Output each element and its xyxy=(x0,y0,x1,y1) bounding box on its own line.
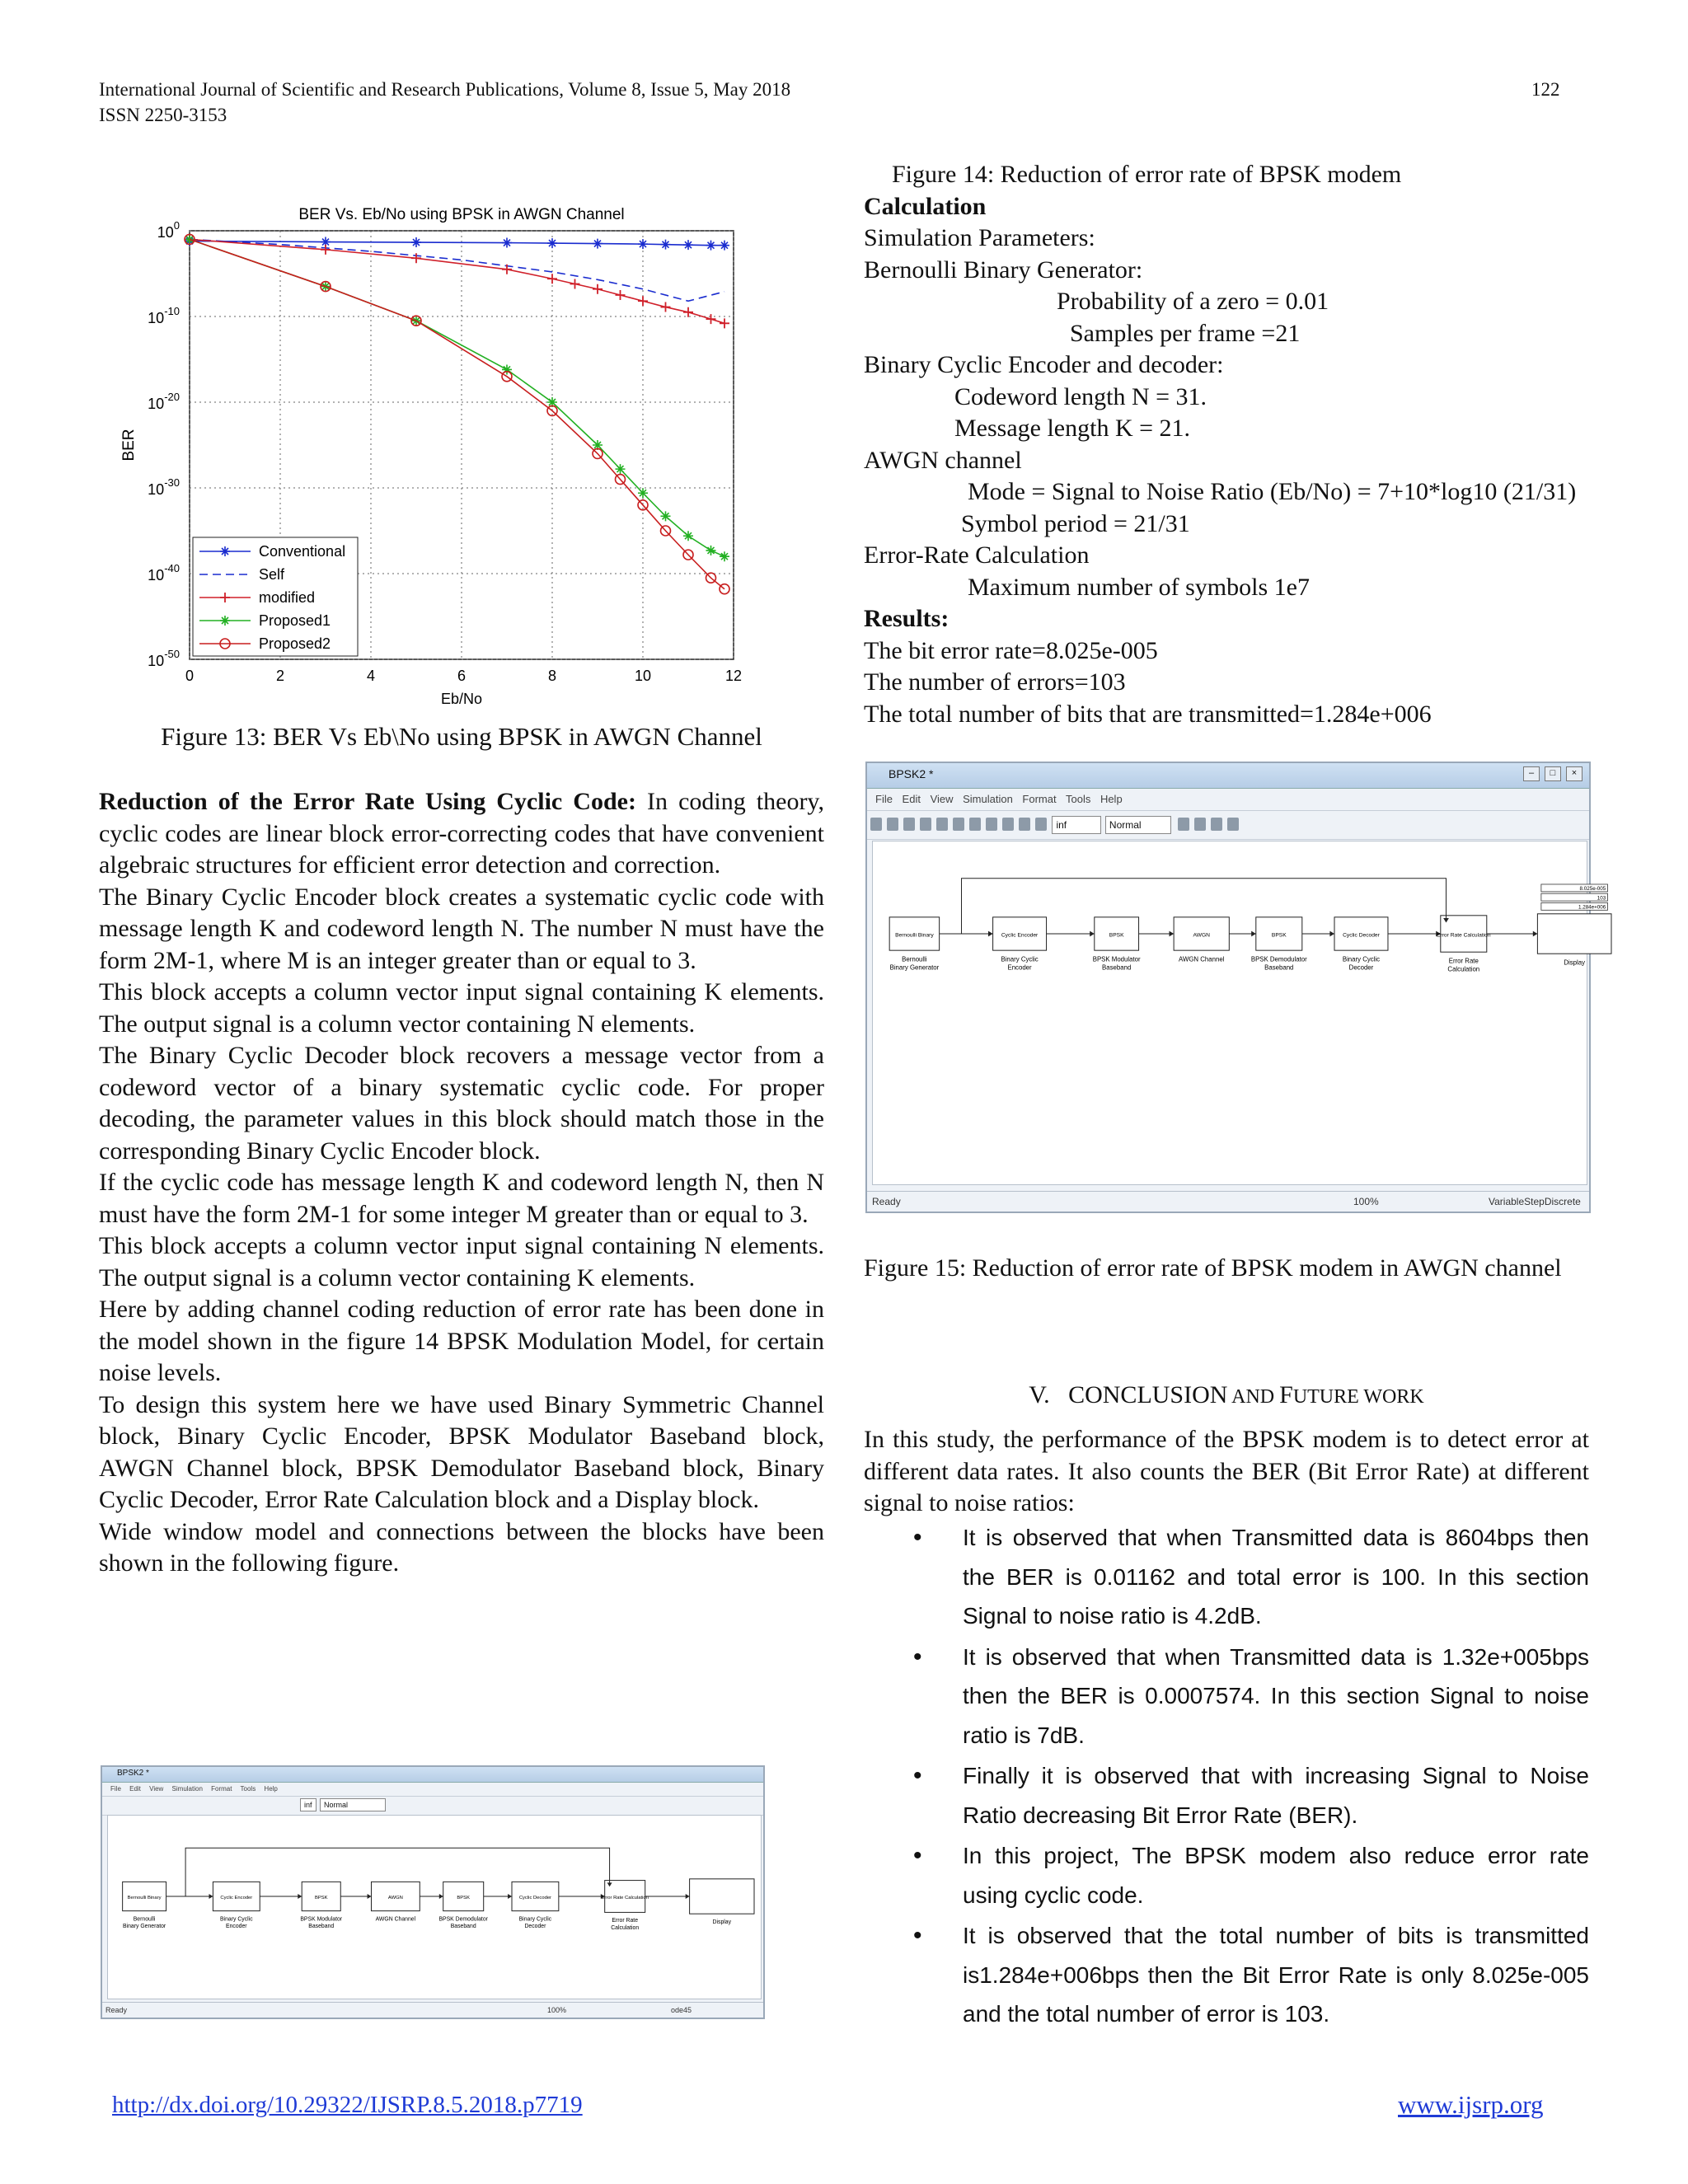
signal-arrow xyxy=(209,1894,213,1899)
signal-arrow xyxy=(1170,931,1175,937)
legend-label: Self xyxy=(259,566,285,583)
legend xyxy=(193,537,358,656)
stop-icon[interactable] xyxy=(1035,818,1047,831)
conclusion-bullets xyxy=(864,1518,1589,2034)
new-icon[interactable] xyxy=(870,818,882,831)
x-tick-label: 6 xyxy=(457,668,467,684)
y-tick-label xyxy=(148,562,180,583)
toolbar xyxy=(102,1797,763,1816)
doi-link[interactable]: http://dx.doi.org/10.29322/IJSRP.8.5.2018.p7719 xyxy=(112,2092,583,2118)
left-column-text xyxy=(99,786,824,1580)
block-bpsk-modulator-baseband xyxy=(300,1882,342,1929)
save-icon[interactable] xyxy=(903,818,915,831)
section-number: V. xyxy=(1029,1381,1050,1408)
block-caption: Binary Generator xyxy=(122,1924,166,1930)
para-decoder: The Binary Cyclic Decoder block recovers a message vector from a codeword vector of a binary systematic cyclic code. For proper decoding, the parameter values in this block should match those in the corresponding Binary Cyclic Encoder block. xyxy=(99,1042,824,1165)
block-caption: Error Rate xyxy=(1448,957,1479,965)
y-tick-base: 10 xyxy=(148,567,165,583)
site-link[interactable]: www.ijsrp.org xyxy=(1398,2090,1544,2119)
page-number: 122 xyxy=(1531,79,1560,100)
redo-icon[interactable] xyxy=(1002,818,1014,831)
block-binary-cyclic-encoder xyxy=(213,1882,260,1929)
x-tick-label: 12 xyxy=(724,668,743,684)
right-column-top xyxy=(864,159,1589,730)
list-item: • In this project, The BPSK modem also reduce error rate using cyclic code. xyxy=(864,1836,1589,1915)
block-bernoulli-binary-generator xyxy=(889,917,939,972)
window-title: BPSK2 * xyxy=(117,1769,149,1778)
signal-arrow xyxy=(298,1894,302,1899)
block-error-rate-calculation xyxy=(602,1881,649,1931)
list-item: • Finally it is observed that with increasing Signal to Noise Ratio decreasing Bit Error Rate (BER). xyxy=(864,1756,1589,1835)
figure-14-caption: Figure 14: Reduction of error rate of BPSK modem xyxy=(892,161,1402,188)
y-tick-base: 10 xyxy=(148,310,165,326)
display-value: 1.284e+006 xyxy=(1578,904,1606,911)
stop-time-input[interactable]: inf xyxy=(300,1798,316,1811)
sim-mode-select[interactable]: Normal xyxy=(320,1798,386,1811)
signal-arrow xyxy=(988,931,993,937)
status-solver: ode45 xyxy=(671,2006,692,2014)
para-design: To design this system here we have used Binary Symmetric Channel block, Binary Cyclic Encoder, BPSK Modulator Baseband block, AWGN Channel block, BPSK Demodulator Baseband block, Binary Cyclic Decoder, Error Rate Calculation block and a Display block. xyxy=(99,1390,824,1513)
y-tick-label xyxy=(148,391,180,412)
start-icon[interactable] xyxy=(1019,818,1030,831)
sim-mode-select[interactable]: Normal xyxy=(1105,816,1171,834)
block-awgn-channel xyxy=(371,1882,420,1922)
x-tick-label: 10 xyxy=(634,668,652,684)
y-tick-base: 10 xyxy=(148,653,165,669)
block-inner-label: Bernoulli Binary xyxy=(127,1895,162,1900)
block-caption: BPSK Modulator xyxy=(1092,955,1141,963)
block-caption: Binary Generator xyxy=(889,963,940,972)
window-title: BPSK2 * xyxy=(889,767,934,780)
open-icon[interactable] xyxy=(887,818,898,831)
block-body xyxy=(690,1879,754,1914)
section-heading-cyclic: Reduction of the Error Rate Using Cyclic Code: xyxy=(99,788,636,815)
result-total-bits: The total number of bits that are transmitted=1.284e+006 xyxy=(864,700,1432,728)
chart-title: BER Vs. Eb/No using BPSK in AWGN Channel xyxy=(298,206,625,223)
list-item: • It is observed that when Transmitted data is 8604bps then the BER is 0.01162 and total error is 100. In this section Signal to noise ratio is 4.2dB. xyxy=(864,1518,1589,1636)
list-item: • It is observed that when Transmitted data is 1.32e+005bps then the BER is 0.0007574. In this section Signal to noise ratio is 7dB. xyxy=(864,1638,1589,1755)
y-axis-label: BER xyxy=(120,429,138,462)
stop-time-input[interactable]: inf xyxy=(1052,816,1101,834)
status-ready: Ready xyxy=(872,1196,901,1207)
y-tick-exponent: 0 xyxy=(173,219,180,232)
copy-icon[interactable] xyxy=(953,818,964,831)
samples-per-frame: Samples per frame =21 xyxy=(1070,319,1301,347)
block-inner-label: Bernoulli Binary xyxy=(895,932,934,939)
block-error-rate-calculation xyxy=(1437,916,1491,973)
cyclic-label: Binary Cyclic Encoder and decoder: xyxy=(864,351,1224,378)
para-encoder: The Binary Cyclic Encoder block creates a systematic cyclic code with message length K and codeword length N. The number N must have the form 2M-1, where M is an integer greater than or equal to 3. xyxy=(99,883,824,974)
bernoulli-label: Bernoulli Binary Generator: xyxy=(864,255,1143,284)
y-tick-exponent: -40 xyxy=(164,562,180,574)
display-value: 103 xyxy=(1597,895,1606,902)
x-tick-label: 2 xyxy=(275,668,285,684)
legend-label: Proposed2 xyxy=(259,635,331,652)
conclusion-intro: In this study, the performance of the BPSK modem is to detect error at different data rates. It also counts the BER (Bit Error Rate) at different signal to noise ratios: xyxy=(864,1426,1589,1516)
block-inner-label: BPSK xyxy=(1109,932,1124,939)
print-icon[interactable] xyxy=(920,818,931,831)
block-display xyxy=(1537,884,1611,967)
block-caption: Binary Cyclic xyxy=(518,1916,552,1923)
status-zoom: 100% xyxy=(1353,1196,1379,1207)
library-icon[interactable] xyxy=(1194,818,1206,831)
y-tick-exponent: -30 xyxy=(164,476,180,489)
prob-zero: Probability of a zero = 0.01 xyxy=(1057,288,1329,315)
menu-bar[interactable]: File Edit View Simulation Format Tools Help xyxy=(102,1783,763,1797)
symbol-period: Symbol period = 21/31 xyxy=(961,509,1190,537)
legend-label: Proposed1 xyxy=(259,612,331,629)
block-diagram-small xyxy=(107,1815,762,1999)
calculation-heading: Calculation xyxy=(864,192,987,220)
y-tick-exponent: -50 xyxy=(164,648,180,660)
y-tick-base: 10 xyxy=(148,396,165,412)
legend-label: modified xyxy=(259,589,316,606)
y-tick-label xyxy=(148,476,180,498)
block-caption: BPSK Modulator xyxy=(300,1916,343,1923)
toolbar xyxy=(867,811,1589,840)
section-title-b: AND xyxy=(1227,1386,1280,1408)
undo-icon[interactable] xyxy=(986,818,997,831)
signal-arrow xyxy=(1329,931,1334,937)
block-caption: Decoder xyxy=(524,1924,546,1930)
journal-header: International Journal of Scientific and Research Publications, Volume 8, Issue 5, May 2018 xyxy=(99,79,791,100)
block-caption: Error Rate xyxy=(612,1918,639,1924)
paste-icon[interactable] xyxy=(969,818,981,831)
block-body xyxy=(1537,914,1611,954)
max-symbols: Maximum number of symbols 1e7 xyxy=(968,573,1310,601)
block-bpsk-demodulator-baseband xyxy=(438,1882,488,1929)
block-inner-label: Cyclic Decoder xyxy=(1343,932,1380,939)
explorer-icon[interactable] xyxy=(1211,818,1222,831)
block-caption: AWGN Channel xyxy=(1179,955,1225,963)
block-bernoulli-binary-generator xyxy=(123,1882,166,1929)
block-caption: Calculation xyxy=(1447,965,1480,973)
x-axis-label: Eb/No xyxy=(440,691,483,707)
block-caption: Baseband xyxy=(1264,963,1294,972)
block-inner-label: BPSK xyxy=(1271,932,1287,939)
block-diagram-large xyxy=(872,841,1606,1185)
errcalc-label: Error-Rate Calculation xyxy=(864,541,1090,569)
awgn-mode: Mode = Signal to Noise Ratio (Eb/No) = 7+10*log10 (21/31) xyxy=(968,478,1577,505)
y-tick-exponent: -20 xyxy=(164,391,180,403)
block-caption: Calculation xyxy=(611,1924,640,1931)
result-errors: The number of errors=103 xyxy=(864,668,1126,696)
block-caption: BPSK Demodulator xyxy=(1250,955,1307,963)
block-inner-label: BPSK xyxy=(457,1895,470,1900)
figure-15-caption: Figure 15: Reduction of error rate of BPSK modem in AWGN channel xyxy=(864,1254,1562,1282)
block-caption: Decoder xyxy=(1348,963,1374,972)
simulink-window-small xyxy=(101,1765,765,2019)
result-ber: The bit error rate=8.025e-005 xyxy=(864,636,1158,664)
y-tick-label xyxy=(157,219,180,241)
ber-chart xyxy=(115,196,758,715)
block-display xyxy=(690,1879,754,1925)
para-channel-coding: Here by adding channel coding reduction of error rate has been done in the model shown in the figure 14 BPSK Modulation Model, for certain noise levels. xyxy=(99,1296,824,1386)
signal-arrow xyxy=(439,1894,443,1899)
section-title-a: CONCLUSION xyxy=(1068,1381,1228,1408)
status-bar xyxy=(867,1191,1589,1212)
block-caption: Binary Cyclic xyxy=(1342,955,1381,963)
block-caption: Binary Cyclic xyxy=(219,1916,253,1923)
title-bar xyxy=(867,763,1589,789)
block-caption: Binary Cyclic xyxy=(1001,955,1039,963)
para-wide-window: Wide window model and connections between the blocks have been shown in the following figure. xyxy=(99,1517,824,1577)
signal-arrow xyxy=(1533,931,1538,937)
block-inner-label: Error Rate Calculation xyxy=(601,1895,649,1900)
legend-label: Conventional xyxy=(259,543,346,560)
section-title-d: UTURE WORK xyxy=(1292,1386,1424,1408)
minimize-icon[interactable]: – xyxy=(1523,766,1540,781)
signal-arrow xyxy=(686,1894,690,1899)
block-inner-label: AWGN xyxy=(387,1895,403,1900)
section-title-c: F xyxy=(1279,1381,1293,1408)
block-caption: Encoder xyxy=(1007,963,1032,972)
block-bpsk-demodulator-baseband xyxy=(1251,917,1307,972)
message-length: Message length K = 21. xyxy=(954,415,1191,442)
status-zoom: 100% xyxy=(547,2006,567,2014)
list-item: • It is observed that the total number of bits is transmitted is1.284e+006bps then the Bit Error Rate is only 8.025e-005 and the total number of error is 103. xyxy=(864,1916,1589,2034)
signal-arrow xyxy=(508,1894,512,1899)
figure-13-caption: Figure 13: BER Vs Eb\No using BPSK in AWGN Channel xyxy=(161,722,762,751)
y-tick-label xyxy=(148,648,180,669)
build-icon[interactable] xyxy=(1178,818,1189,831)
menu-bar[interactable]: File Edit View Simulation Format Tools Help xyxy=(867,789,1589,811)
block-inner-label: Cyclic Decoder xyxy=(518,1895,552,1900)
status-bar-small xyxy=(102,2002,763,2018)
y-tick-base: 10 xyxy=(157,224,174,241)
y-tick-label xyxy=(148,305,180,326)
block-binary-cyclic-decoder xyxy=(512,1882,559,1929)
block-bpsk-modulator-baseband xyxy=(1093,917,1141,972)
sim-params: Simulation Parameters: xyxy=(864,224,1095,251)
block-caption: BPSK Demodulator xyxy=(438,1916,488,1923)
status-solver: VariableStepDiscrete xyxy=(1489,1196,1581,1207)
block-inner-label: AWGN xyxy=(1193,932,1210,939)
block-caption: Bernoulli xyxy=(133,1916,156,1923)
para-decoder-form: If the cyclic code has message length K and codeword length N, then N must have the form 2M-1 for some integer M greater than or equal to 3. xyxy=(99,1169,824,1228)
maximize-icon[interactable]: □ xyxy=(1545,766,1561,781)
section-heading-conclusion xyxy=(864,1381,1589,1409)
simulink-window-large xyxy=(865,762,1606,1213)
y-tick-exponent: -10 xyxy=(164,305,180,317)
signal-arrow xyxy=(1090,931,1095,937)
cut-icon[interactable] xyxy=(936,818,948,831)
block-caption: AWGN Channel xyxy=(375,1916,416,1923)
block-caption: Display xyxy=(712,1919,732,1925)
block-awgn-channel xyxy=(1174,917,1229,963)
para-encoder-io: This block accepts a column vector input signal containing K elements. The output signal is a column vector containing N elements. xyxy=(99,978,824,1038)
x-tick-label: 4 xyxy=(366,668,376,684)
debug-icon[interactable] xyxy=(1227,818,1239,831)
signal-arrow xyxy=(1251,931,1256,937)
display-value: 8.025e-005 xyxy=(1579,886,1606,893)
codeword-length: Codeword length N = 31. xyxy=(954,382,1207,410)
block-caption: Baseband xyxy=(308,1924,335,1930)
block-caption: Baseband xyxy=(450,1924,476,1930)
block-binary-cyclic-decoder xyxy=(1334,917,1388,972)
block-inner-label: Error Rate Calculation xyxy=(1437,932,1491,939)
awgn-label: AWGN channel xyxy=(864,446,1022,474)
block-inner-label: BPSK xyxy=(314,1895,328,1900)
para-cyclic-intro: In coding theory, cyclic codes are linear block error-correcting codes that have convenient algebraic structures for efficient error detection and correction. xyxy=(99,788,824,879)
block-inner-label: Cyclic Encoder xyxy=(1001,932,1039,939)
issn: ISSN 2250-3153 xyxy=(99,105,227,125)
results-heading: Results: xyxy=(864,605,950,632)
x-tick-label: 8 xyxy=(547,668,557,684)
block-caption: Encoder xyxy=(226,1924,247,1930)
block-caption: Baseband xyxy=(1102,963,1132,972)
block-caption: Bernoulli xyxy=(902,955,927,963)
close-icon[interactable]: × xyxy=(1566,766,1582,781)
y-tick-base: 10 xyxy=(148,481,165,498)
x-tick-label: 0 xyxy=(185,668,195,684)
block-inner-label: Cyclic Encoder xyxy=(220,1895,253,1900)
block-binary-cyclic-encoder xyxy=(993,917,1047,972)
block-caption: Display xyxy=(1564,958,1586,967)
status-ready: Ready xyxy=(106,2006,128,2014)
para-decoder-io: This block accepts a column vector input signal containing N elements. The output signal is a column vector containing K elements. xyxy=(99,1232,824,1291)
signal-arrow xyxy=(368,1894,372,1899)
